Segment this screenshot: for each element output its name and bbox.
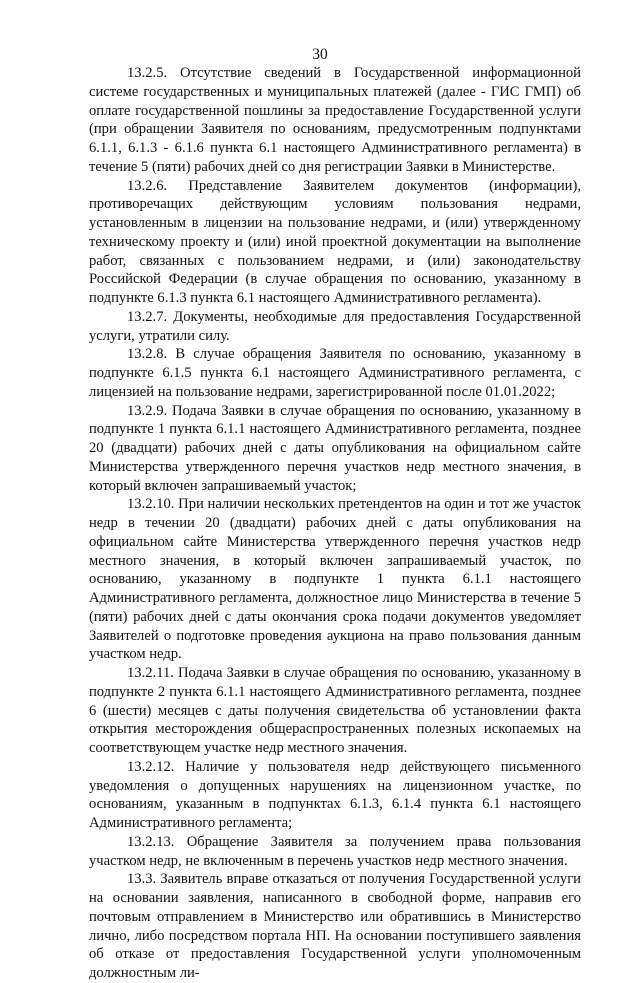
page-number: 30 bbox=[312, 46, 328, 63]
paragraph-13-2-13: 13.2.13. Обращение Заявителя за получением права пользования участком недр, не включенным в перечень участков недр местного значения. bbox=[89, 833, 581, 869]
paragraph-13-2-9: 13.2.9. Подача Заявки в случае обращения по основанию, указанному в подпункте 1 пункта 6.1.1 настоящего Административного регламента, позднее 20 (двадцати) рабочих дней с даты опубликования на официальном сайте Министерства утвержденного перечня участков недр местного значения, в который включен запрашиваемый участок; bbox=[89, 402, 581, 494]
paragraph-13-2-8: 13.2.8. В случае обращения Заявителя по основанию, указанному в подпункте 6.1.5 пункта 6.1 настоящего Административного регламента, с лицензией на пользование недрами, зарегистрированной после 01.01.2022; bbox=[89, 346, 581, 400]
paragraph-13-2-12: 13.2.12. Наличие у пользователя недр действующего письменного уведомления о допущенных нарушениях на лицензионном участке, по основаниям, указанным в подпунктах 6.1.3, 6.1.4 пункта 6.1 настоящего Административного регламента; bbox=[89, 758, 581, 831]
paragraph-13-2-10: 13.2.10. При наличии нескольких претендентов на один и тот же участок недр в течении 20 (двадцати) рабочих дней с даты опубликования на официальном сайте Министерства утвержденного перечня участков недр местного значения, в который включен запрашиваемый участок, по основанию, указанному в подпункте 1 пункта 6.1.1 настоящего Административного регламента, должностное лицо Министерства в течение 5 (пяти) рабочих дней с даты окончания срока подачи документов уведомляет Заявителей о подготовке проведения аукциона на право пользования данным участком недр. bbox=[89, 496, 581, 663]
paragraph-13-2-11: 13.2.11. Подача Заявки в случае обращения по основанию, указанному в подпункте 2 пункта 6.1.1 настоящего Административного регламента, позднее 6 (шести) месяцев с даты получения свидетельства об установлении факта открытия месторождения общераспространенных полезных ископаемых на соответствующем участке недр местного значения. bbox=[89, 665, 581, 756]
paragraph-13-2-7: 13.2.7. Документы, необходимые для предоставления Государственной услуги, утратили силу. bbox=[89, 308, 581, 344]
paragraph-13-3: 13.3. Заявитель вправе отказаться от получения Государственной услуги на основании заявления, написанного в свободной форме, направив его почтовым отправлением в Министерство или обратившись в Министерство лично, либо посредством портала НП. На основании поступившего заявления об отказе от предоставления Государственной услуги уполномоченным должностным ли- bbox=[89, 871, 581, 981]
paragraph-13-2-6: 13.2.6. Представление Заявителем документов (информации), противоречащих действующим условиям пользования недрами, установленным в лицензии на пользование недрами, и (или) утвержденному техническому проекту и (или) иной проектной документации на выполнение работ, связанных с пользованием недрами, и (или) законодательству Российской Федерации (в случае обращения по основанию, указанному в подпункте 6.1.3 пункта 6.1 настоящего Административного регламента). bbox=[89, 177, 581, 306]
paragraph-13-2-5: 13.2.5. Отсутствие сведений в Государственной информационной системе государственных и муниципальных платежей (далее - ГИС ГМП) об оплате государственной пошлины за предоставление Государственной услуги (при обращении Заявителя по основаниям, предусмотренным подпунктами 6.1.1, 6.1.3 - 6.1.6 пункта 6.1 настоящего Административного регламента) в течение 5 (пяти) рабочих дней со дня регистрации Заявки в Министерстве. bbox=[89, 65, 581, 175]
document-body bbox=[89, 64, 581, 983]
